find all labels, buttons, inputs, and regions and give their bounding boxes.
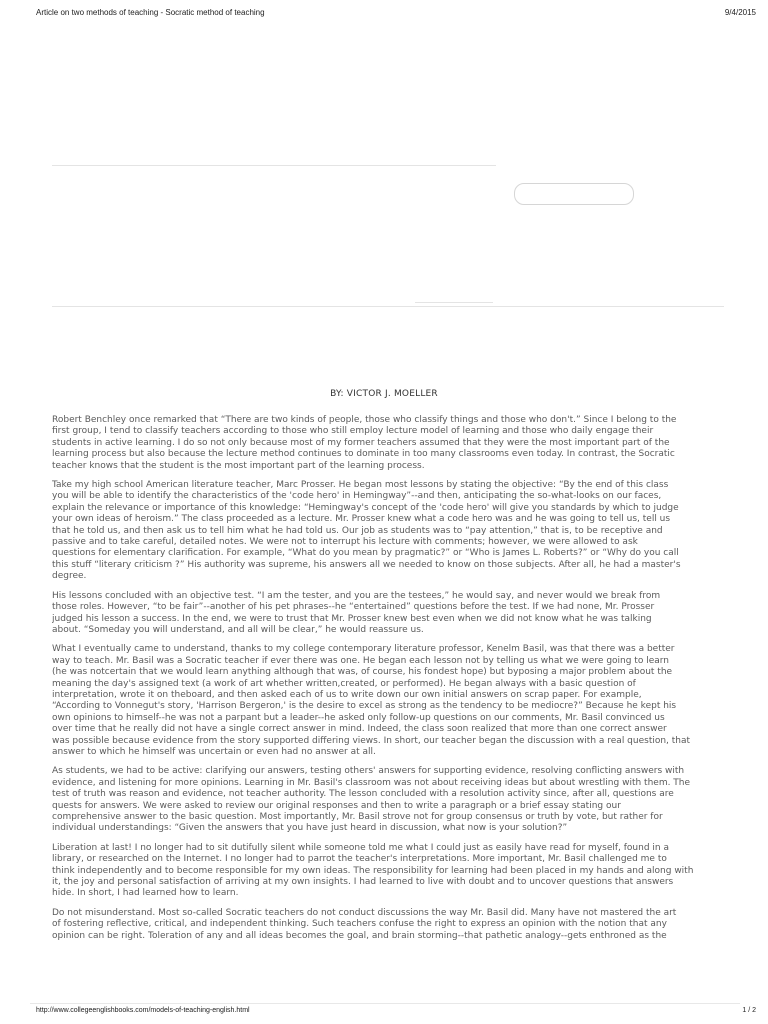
text-line: this stuff “literary criticism ?” His authority was supreme, his answers all we needed to know on those subjects. After all, he had a master's — [52, 559, 681, 570]
text-line: opinion can be right. Toleration of any and all ideas becomes the goal, and brain storming--that pathetic analogy--gets enthroned as the — [52, 930, 667, 941]
text-line: own opinions to himself--he was not a parpant but a leader--he asked only follow-up questions on our comments, Mr. Basil convinced us — [52, 712, 665, 723]
text-line: passive and to take careful, detailed notes. We were not to interrupt his lecture with comments; however, we were allowed to ask — [52, 537, 638, 548]
article-body — [52, 415, 724, 950]
divider-line — [415, 302, 493, 303]
text-line: (he was notcertain that we would learn anything although that was, of course, his fondest hope) but byposing a major problem about the — [52, 667, 673, 678]
text-line: over time that he really did not have a single correct answer in mind. Indeed, the class soon realized that more than one correct answer — [52, 724, 667, 735]
article-paragraph — [52, 480, 724, 583]
divider-line — [52, 165, 496, 166]
page-footer-page-number: 1 / 2 — [742, 1007, 756, 1014]
text-line: questions for elementary clarification. For example, “What do you mean by pragmatic?” or “Who is James L. Roberts?” or “Why do you call — [52, 548, 679, 559]
text-line: answer to which he himself was uncertain or even had no answer at all. — [52, 746, 376, 757]
text-line: students in active learning. I do so not only because most of my former teachers assumed that they were the most important part of the — [52, 437, 670, 448]
text-line: Do not misunderstand. Most so-called Socratic teachers do not conduct discussions the way Mr. Basil did. Many have not mastered the art — [52, 907, 677, 918]
text-line: individual understandings: “Given the answers that you have just heard in discussion, what now is your solution?” — [52, 823, 568, 834]
text-line: His lessons concluded with an objective test. “I am the tester, and you are the testees,” he would say, and never would we break from — [52, 590, 661, 601]
text-line: interpretation, wrote it on theboard, and then asked each of us to write down our own initial answers on scrap paper. For example, — [52, 689, 642, 700]
footer-divider — [30, 1003, 740, 1004]
text-line: evidence, and listening for more opinions. Learning in Mr. Basil's classroom was not about receiving ideas but about wrestling with them. The — [52, 777, 691, 788]
divider-line — [52, 306, 724, 307]
article-paragraph — [52, 843, 724, 900]
text-line: explain the relevance or importance of this knowledge: “Hemingway's concept of the 'code hero' will give you standards by which to judge — [52, 502, 679, 513]
text-line: was possible because evidence from the story supported differing views. In short, our teacher began the discussion with a real question, that — [52, 735, 691, 746]
text-line: Take my high school American literature teacher, Marc Prosser. He began most lessons by stating the objective: “By the end of this class — [52, 480, 669, 491]
text-line: first group, I tend to classify teachers according to those who still employ lecture model of learning and those who daily engage their — [52, 426, 654, 437]
text-line: teacher knows that the student is the most important part of the learning process. — [52, 460, 425, 471]
text-line: about. “Someday you will understand, and all will be clear,” he would reassure us. — [52, 624, 424, 635]
text-line: judged his lesson a success. In the end, we were to trust that Mr. Prosser knew best even when we did not know what he was talking — [52, 613, 652, 624]
article-paragraph — [52, 415, 724, 472]
text-line: that he told us, and then ask us to tell him what he had told us. Our job as students was to “pay attention,” that is, to be receptive and — [52, 525, 663, 536]
article-paragraph — [52, 644, 724, 758]
article-byline: BY: VICTOR J. MOELLER — [330, 389, 438, 399]
text-line: quests for answers. We were asked to review our original responses and then to write a paragraph or a brief essay stating our — [52, 800, 621, 811]
text-line: think independently and to become responsible for my own ideas. The responsibility for learning had been placed in my hands and along with — [52, 865, 694, 876]
article-paragraph — [52, 908, 724, 942]
text-line: Liberation at last! I no longer had to sit dutifully silent while someone told me what I could just as easily have read for myself, found in a — [52, 842, 669, 853]
page-footer-url: http://www.collegeenglishbooks.com/models-of-teaching-english.html — [36, 1007, 250, 1014]
article-paragraph — [52, 766, 724, 834]
text-line: Robert Benchley once remarked that “There are two kinds of people, those who classify things and those who don't.” Since I belong to the — [52, 415, 677, 425]
text-line: you will be able to identify the characteristics of the 'code hero' in Hemingway”--and then, anticipating the so-what-looks on our faces, — [52, 491, 662, 502]
text-line: way to teach. Mr. Basil was a Socratic teacher if ever there was one. He began each lesson not by telling us what we were going to learn — [52, 655, 670, 666]
page-header-date: 9/4/2015 — [724, 8, 756, 17]
text-line: As students, we had to be active: clarifying our answers, testing others' answers for supporting evidence, resolving conflicting answers with — [52, 766, 685, 777]
search-input[interactable] — [514, 183, 634, 205]
text-line: degree. — [52, 571, 87, 582]
text-line: hide. In short, I had learned how to learn. — [52, 888, 239, 899]
article-paragraph — [52, 591, 724, 637]
text-line: meaning the day's assigned text (a work of art whether written,created, or performed). He began always with a basic question of — [52, 678, 636, 689]
text-line: test of truth was reason and evidence, not teacher authority. The lesson concluded with a resolution activity since, after all, questions are — [52, 789, 674, 800]
text-line: your own ideas of heroism.” The class proceeded as a lecture. Mr. Prosser knew what a code hero was and he was going to tell us, tell us — [52, 514, 671, 525]
text-line: library, or researched on the Internet. I no longer had to parrot the teacher's interpretations. More important, Mr. Basil challenged me to — [52, 854, 667, 865]
text-line: comprehensive answer to the basic question. Most importantly, Mr. Basil strove not for group consensus or truth by vote, but rather for — [52, 812, 663, 822]
text-line: of fostering reflective, critical, and independent thinking. Such teachers confuse the right to express an opinion with the notion that any — [52, 919, 667, 930]
text-line: “According to Vonnegut's story, 'Harrison Bergeron,' is the desire to excel as strong as the tendency to be mediocre?” Because he kept his — [52, 701, 677, 712]
text-line: learning process but also because the lecture method continues to dominate in too many classrooms even today. In contrast, the Socratic — [52, 449, 675, 460]
text-line: those roles. However, “to be fair”--another of his pet phrases--he “entertained” questions before the test. If we had none, Mr. Prosser — [52, 602, 655, 613]
text-line: it, the joy and personal satisfaction of arriving at my own insights. I had learned to live with doubt and to uncover questions that answers — [52, 877, 674, 888]
page-header-title: Article on two methods of teaching - Socratic method of teaching — [36, 8, 265, 17]
text-line: What I eventually came to understand, thanks to my college contemporary literature professor, Kenelm Basil, was that there was a better — [52, 644, 675, 655]
